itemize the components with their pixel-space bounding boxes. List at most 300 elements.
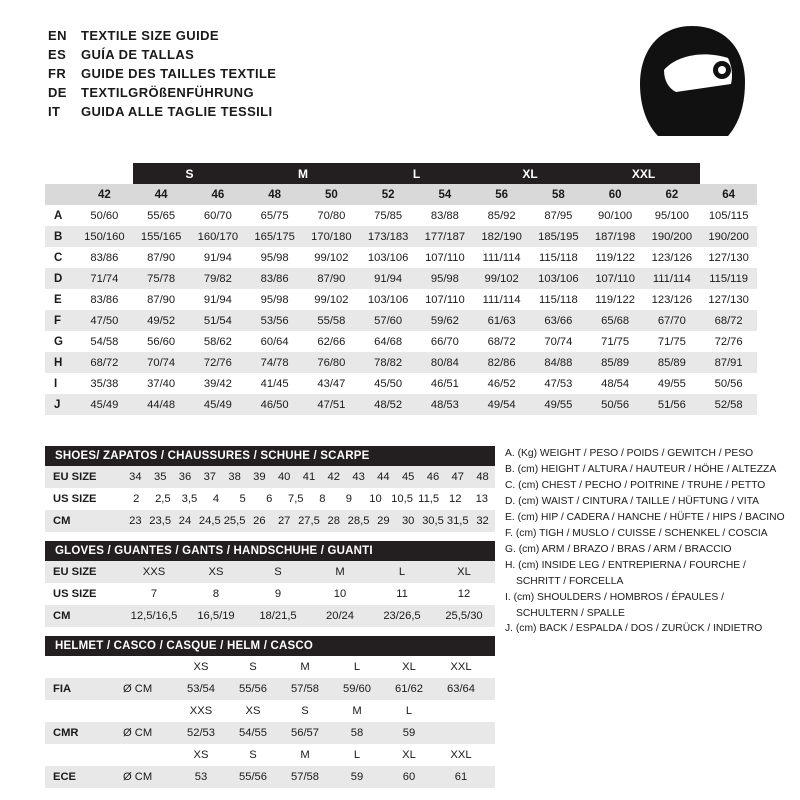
value-cell: L	[353, 749, 361, 761]
measure-cell: 185/195	[538, 230, 579, 243]
value-cell: M	[352, 705, 362, 717]
measure-cell: 84/88	[544, 356, 573, 369]
row-values	[175, 683, 495, 695]
helmet-icon	[632, 22, 752, 142]
value-cell: 63/64	[447, 683, 475, 695]
size-number: 46	[190, 184, 247, 205]
size-letter-blank	[76, 163, 133, 184]
row-values	[123, 588, 495, 600]
measure-cell: 78/82	[374, 356, 403, 369]
measure-cell: 71/75	[657, 335, 686, 348]
table-row	[45, 226, 757, 247]
header-row	[48, 66, 276, 85]
header-row	[48, 47, 276, 66]
size-number: 64	[700, 184, 757, 205]
size-letter-xl: XL	[473, 163, 587, 184]
value-cell: 44	[377, 471, 390, 483]
value-cell: 28,5	[347, 515, 370, 527]
value-cell: XXS	[142, 566, 166, 578]
measure-cell: 74/78	[260, 356, 289, 369]
table-row	[45, 394, 757, 415]
table-row	[45, 510, 495, 532]
lang-title-it: GUIDA ALLE TAGLIE TESSILI	[81, 104, 273, 119]
value-cell: 27,5	[298, 515, 320, 527]
measure-cell: 85/92	[487, 209, 516, 222]
unit-label: Ø CM	[123, 683, 153, 695]
measure-cell: 103/106	[538, 272, 579, 285]
table-row	[45, 561, 495, 583]
legend-item: B. (cm) HEIGHT / ALTURA / HAUTEUR / HÖHE / ALTEZZA	[505, 463, 777, 475]
measure-cell: 48/54	[601, 377, 630, 390]
value-cell: 29	[377, 515, 390, 527]
value-cell: XXL	[450, 661, 472, 673]
size-number: 58	[530, 184, 587, 205]
value-cell: 36	[178, 471, 192, 483]
table-row	[45, 331, 757, 352]
legend-list	[505, 446, 800, 637]
value-cell: 24	[178, 515, 192, 527]
value-cell: 18/21,5	[259, 610, 297, 622]
value-cell: 5	[239, 493, 246, 505]
legend-item: H. (cm) INSIDE LEG / ENTREPIERNA / FOURCHE /	[505, 559, 746, 571]
value-cell: 13	[475, 493, 489, 505]
header-row	[48, 104, 276, 123]
value-cell: XS	[245, 705, 261, 717]
measure-cell: 49/54	[487, 398, 516, 411]
measure-cell: 62/66	[317, 335, 346, 348]
legend-item: I. (cm) SHOULDERS / HOMBROS / ÉPAULES /	[505, 591, 724, 603]
measure-cell: 87/90	[147, 293, 176, 306]
measure-cell: 177/187	[424, 230, 466, 243]
value-cell: 24,5	[198, 515, 221, 527]
value-cell: XXS	[189, 705, 213, 717]
measure-cell: 91/94	[374, 272, 403, 285]
size-number: 44	[133, 184, 190, 205]
measure-cell: 55/65	[147, 209, 176, 222]
helmet-rows	[45, 656, 495, 788]
measure-cell: 83/86	[90, 293, 119, 306]
value-cell: 43	[352, 471, 365, 483]
measure-cell: 111/114	[652, 272, 691, 285]
lang-title-de: TEXTILGRÖßENFÜHRUNG	[81, 85, 254, 100]
value-cell: XL	[457, 566, 471, 578]
measure-cell: 95/100	[654, 209, 689, 222]
measure-cell: 59/62	[430, 314, 459, 327]
size-number: 56	[473, 184, 530, 205]
value-cell: 23,5	[149, 515, 172, 527]
measure-cell: 70/74	[544, 335, 573, 348]
measure-cell: 55/58	[317, 314, 346, 327]
value-cell: 23	[129, 515, 142, 527]
value-cell: L	[353, 661, 361, 673]
lang-code-en: EN	[48, 28, 67, 43]
measure-cell: 111/114	[482, 251, 521, 264]
table-row	[45, 268, 757, 289]
measure-cell: 70/80	[317, 209, 346, 222]
row-label: US SIZE	[53, 493, 97, 505]
measure-cell: 160/170	[197, 230, 239, 243]
value-cell: XS	[193, 749, 209, 761]
table-row	[45, 352, 757, 373]
measure-cell: 46/50	[260, 398, 289, 411]
row-values	[123, 493, 495, 505]
lower-left-tables	[45, 446, 495, 788]
spacer	[45, 627, 495, 636]
table-row	[45, 310, 757, 331]
measure-cell: 99/102	[314, 251, 349, 264]
measure-cell: 90/100	[598, 209, 633, 222]
row-label: CM	[53, 610, 71, 622]
value-cell: 25,5/30	[445, 610, 483, 622]
value-cell: 12	[449, 493, 462, 505]
row-label: CMR	[53, 727, 79, 739]
value-cell: 12	[457, 588, 471, 600]
size-letter-s: S	[133, 163, 247, 184]
row-values	[175, 661, 495, 673]
value-cell: 56/57	[291, 727, 319, 739]
value-cell: 57/58	[291, 683, 319, 695]
value-cell: 47	[451, 471, 464, 483]
measure-cell: 50/56	[601, 398, 630, 411]
measure-cell: 187/198	[594, 230, 636, 243]
measure-cell: 68/72	[714, 314, 743, 327]
value-cell: XS	[208, 566, 224, 578]
unit-label: Ø CM	[123, 771, 153, 783]
row-label-b: B	[54, 230, 63, 243]
row-label-spacer	[45, 163, 76, 184]
lang-title-fr: GUIDE DES TAILLES TEXTILE	[81, 66, 277, 81]
measure-cell: 65/75	[260, 209, 289, 222]
value-cell: 7,5	[287, 493, 304, 505]
measure-cell: 65/68	[601, 314, 630, 327]
value-cell: 8	[319, 493, 326, 505]
table-row	[45, 766, 495, 788]
row-label-c: C	[54, 251, 63, 264]
value-cell: 54/55	[239, 727, 267, 739]
size-number-header-row	[45, 184, 757, 205]
row-label-i: I	[54, 377, 58, 390]
measure-cell: 127/130	[708, 251, 749, 264]
measure-cell: 70/74	[147, 356, 176, 369]
value-cell: 45	[401, 471, 415, 483]
table-row	[45, 247, 757, 268]
lang-code-de: DE	[48, 85, 67, 100]
size-number: 62	[644, 184, 701, 205]
lang-code-fr: FR	[48, 66, 67, 81]
value-cell: 61/62	[395, 683, 423, 695]
table-row	[45, 466, 495, 488]
value-cell: 27	[277, 515, 291, 527]
value-cell: 28	[327, 515, 340, 527]
measure-cell: 51/54	[203, 314, 232, 327]
value-cell: S	[274, 566, 282, 578]
size-number: 50	[303, 184, 360, 205]
measure-cell: 82/86	[487, 356, 516, 369]
value-cell: 37	[203, 471, 217, 483]
gloves-section-title: GLOVES / GUANTES / GANTS / HANDSCHUHE / GUANTI	[45, 541, 495, 561]
row-label: EU SIZE	[53, 566, 97, 578]
lang-code-es: ES	[48, 47, 67, 62]
measure-cell: 41/45	[260, 377, 289, 390]
value-cell: 10	[369, 493, 382, 505]
value-cell: S	[249, 749, 257, 761]
measure-cell: 80/84	[430, 356, 459, 369]
measure-cell: 150/160	[84, 230, 125, 243]
value-cell: 39	[253, 471, 266, 483]
measure-cell: 107/110	[425, 293, 465, 306]
measure-cell: 99/102	[314, 293, 349, 306]
size-number: 52	[360, 184, 417, 205]
value-cell: 6	[266, 493, 273, 505]
measure-cell: 45/50	[374, 377, 403, 390]
measure-cell: 45/49	[90, 398, 119, 411]
row-values	[123, 515, 495, 527]
measure-cell: 95/98	[260, 251, 289, 264]
measure-cell: 45/49	[203, 398, 232, 411]
value-cell: 30,5	[422, 515, 444, 527]
value-cell: 11,5	[418, 493, 440, 505]
measure-cell: 123/126	[651, 251, 693, 264]
size-letter-header-row	[45, 163, 757, 184]
measure-cell: 51/56	[657, 398, 686, 411]
value-cell: 2	[133, 493, 140, 505]
value-cell: 59	[402, 727, 416, 739]
value-cell: 30	[401, 515, 415, 527]
value-cell: 10	[333, 588, 347, 600]
measure-cell: 75/85	[374, 209, 403, 222]
legend-item: SCHRITT / FORCELLA	[516, 575, 624, 587]
table-row	[45, 722, 495, 744]
measure-cell: 76/80	[317, 356, 346, 369]
value-cell: 34	[129, 471, 142, 483]
measure-cell: 35/38	[90, 377, 119, 390]
value-cell: 38	[228, 471, 241, 483]
value-cell: 57/58	[291, 771, 319, 783]
measure-cell: 182/190	[481, 230, 522, 243]
measure-cell: 87/90	[147, 251, 176, 264]
measure-cell: 99/102	[484, 272, 519, 285]
table-row	[45, 205, 757, 226]
size-number: 60	[587, 184, 644, 205]
measure-cell: 49/55	[657, 377, 686, 390]
value-cell: S	[301, 705, 309, 717]
measure-cell: 111/114	[482, 293, 521, 306]
value-cell: 31,5	[446, 515, 469, 527]
legend-item: A. (Kg) WEIGHT / PESO / POIDS / GEWITCH / PESO	[505, 448, 754, 459]
measure-cell: 64/68	[374, 335, 403, 348]
value-cell: 8	[212, 588, 220, 600]
measure-cell: 58/62	[203, 335, 232, 348]
row-values	[123, 610, 495, 622]
helmet-section-title: HELMET / CASCO / CASQUE / HELM / CASCO	[45, 636, 495, 656]
value-cell: 12,5/16,5	[130, 610, 178, 622]
value-cell: 26	[253, 515, 266, 527]
legend-item: G. (cm) ARM / BRAZO / BRAS / ARM / BRACCIO	[505, 543, 732, 555]
shoes-rows	[45, 466, 495, 532]
measure-cell: 107/110	[595, 272, 635, 285]
value-cell: 11	[396, 588, 408, 600]
value-cell: 52/53	[187, 727, 215, 739]
gloves-rows	[45, 561, 495, 627]
measure-cell: 115/118	[538, 251, 578, 264]
value-cell: 40	[277, 471, 291, 483]
value-cell: 59	[350, 771, 364, 783]
measure-cell: 56/60	[147, 335, 176, 348]
measure-cell: 83/88	[430, 209, 459, 222]
legend-item: SCHULTERN / SPALLE	[516, 607, 625, 619]
value-cell: 59/60	[343, 683, 371, 695]
row-label-j: J	[54, 398, 61, 411]
measure-cell: 190/200	[708, 230, 749, 243]
size-letter-blank	[700, 163, 757, 184]
measure-cell: 105/115	[708, 209, 749, 222]
value-cell: 4	[212, 493, 220, 505]
measure-cell: 50/56	[714, 377, 743, 390]
value-cell: 23/26,5	[383, 610, 421, 622]
measure-cell: 190/200	[651, 230, 693, 243]
measure-cell: 47/51	[317, 398, 346, 411]
value-cell: 55/56	[239, 683, 267, 695]
row-values	[175, 771, 495, 783]
measure-cell: 123/126	[651, 293, 693, 306]
measure-cell: 79/82	[203, 272, 232, 285]
measure-cell: 47/53	[544, 377, 573, 390]
row-label: FIA	[53, 683, 72, 695]
measure-cell: 61/63	[487, 314, 516, 327]
row-label-d: D	[54, 272, 63, 285]
row-label: CM	[53, 515, 71, 527]
value-cell: S	[249, 661, 257, 673]
table-row	[45, 488, 495, 510]
value-cell: 20/24	[326, 610, 354, 622]
measure-cell: 119/122	[595, 293, 635, 306]
value-cell: 3,5	[181, 493, 198, 505]
measure-cell: 115/118	[538, 293, 578, 306]
measure-cell: 43/47	[317, 377, 346, 390]
main-size-table	[45, 163, 757, 415]
row-label: EU SIZE	[53, 471, 97, 483]
measure-cell: 103/106	[367, 251, 409, 264]
value-cell: 35	[153, 471, 167, 483]
row-values	[175, 727, 495, 739]
shoes-section-title: SHOES/ ZAPATOS / CHAUSSURES / SCHUHE / SCARPE	[45, 446, 495, 466]
row-label-g: G	[54, 335, 63, 348]
measure-cell: 53/56	[260, 314, 289, 327]
measure-cell: 87/91	[714, 356, 743, 369]
row-label-spacer	[45, 184, 76, 205]
table-row	[45, 678, 495, 700]
measure-cell: 127/130	[708, 293, 749, 306]
lang-title-en: TEXTILE SIZE GUIDE	[81, 28, 219, 43]
measure-cell: 68/72	[487, 335, 516, 348]
row-values	[175, 705, 495, 717]
table-row	[45, 289, 757, 310]
table-row	[45, 605, 495, 627]
row-label-h: H	[54, 356, 63, 369]
measure-cell: 85/89	[601, 356, 630, 369]
measure-cell: 72/76	[203, 356, 232, 369]
value-cell: 9	[345, 493, 353, 505]
value-cell: 53/54	[187, 683, 215, 695]
measure-cell: 60/64	[260, 335, 289, 348]
row-values	[123, 566, 495, 578]
measure-cell: 37/40	[147, 377, 176, 390]
measure-cell: 103/106	[367, 293, 409, 306]
measure-cell: 107/110	[425, 251, 465, 264]
size-letter-l: L	[360, 163, 474, 184]
table-row	[45, 583, 495, 605]
measure-cell: 46/52	[487, 377, 516, 390]
measure-cell: 63/66	[544, 314, 573, 327]
measure-cell: 68/72	[90, 356, 119, 369]
value-cell: 60	[402, 771, 416, 783]
measure-cell: 71/74	[90, 272, 119, 285]
helmet-header-row	[45, 700, 495, 722]
value-cell: M	[300, 661, 310, 673]
value-cell: XXL	[450, 749, 472, 761]
measure-cell: 87/90	[317, 272, 346, 285]
helmet-header-row	[45, 744, 495, 766]
measure-cell: 119/122	[595, 251, 635, 264]
size-number: 48	[246, 184, 303, 205]
measure-cell: 60/70	[203, 209, 232, 222]
measure-cell: 91/94	[203, 251, 232, 264]
legend-item: J. (cm) BACK / ESPALDA / DOS / ZURÜCK / INDIETRO	[505, 623, 763, 635]
measure-cell: 95/98	[260, 293, 289, 306]
measure-cell: 165/175	[254, 230, 295, 243]
measure-cell: 47/50	[90, 314, 119, 327]
row-values	[175, 749, 495, 761]
measure-cell: 95/98	[430, 272, 459, 285]
measure-cell: 170/180	[311, 230, 352, 243]
measure-cell: 72/76	[714, 335, 743, 348]
measure-cell: 44/48	[147, 398, 176, 411]
row-label: US SIZE	[53, 588, 97, 600]
value-cell: 2,5	[155, 493, 171, 505]
measure-cell: 71/75	[601, 335, 630, 348]
row-label: ECE	[53, 771, 77, 783]
measure-cell: 91/94	[203, 293, 232, 306]
lang-title-es: GUÍA DE TALLAS	[81, 47, 195, 62]
measure-cell: 39/42	[203, 377, 232, 390]
header-row	[48, 85, 276, 104]
header-row	[48, 28, 276, 47]
value-cell: 10,5	[391, 493, 413, 505]
size-letter-xxl: XXL	[587, 163, 701, 184]
row-label-f: F	[54, 314, 62, 327]
table-row	[45, 373, 757, 394]
measure-cell: 49/52	[147, 314, 176, 327]
value-cell: 32	[476, 515, 489, 527]
measure-cell: 67/70	[657, 314, 686, 327]
value-cell: 41	[302, 471, 316, 483]
unit-label: Ø CM	[123, 727, 153, 739]
size-number: 54	[417, 184, 474, 205]
row-values	[123, 471, 495, 483]
value-cell: 58	[350, 727, 364, 739]
value-cell: 7	[150, 588, 158, 600]
legend-item: D. (cm) WAIST / CINTURA / TAILLE / HÜFTUNG / VITA	[505, 495, 760, 507]
legend-item: C. (cm) CHEST / PECHO / POITRINE / TRUHE / PETTO	[505, 479, 766, 491]
row-label-a: A	[54, 209, 63, 222]
measure-cell: 173/183	[367, 230, 409, 243]
value-cell: 25,5	[223, 515, 246, 527]
value-cell: 53	[194, 771, 208, 783]
measure-cell: 87/95	[544, 209, 573, 222]
value-cell: XL	[402, 661, 416, 673]
value-cell: 55/56	[239, 771, 267, 783]
measure-cell: 48/53	[430, 398, 459, 411]
